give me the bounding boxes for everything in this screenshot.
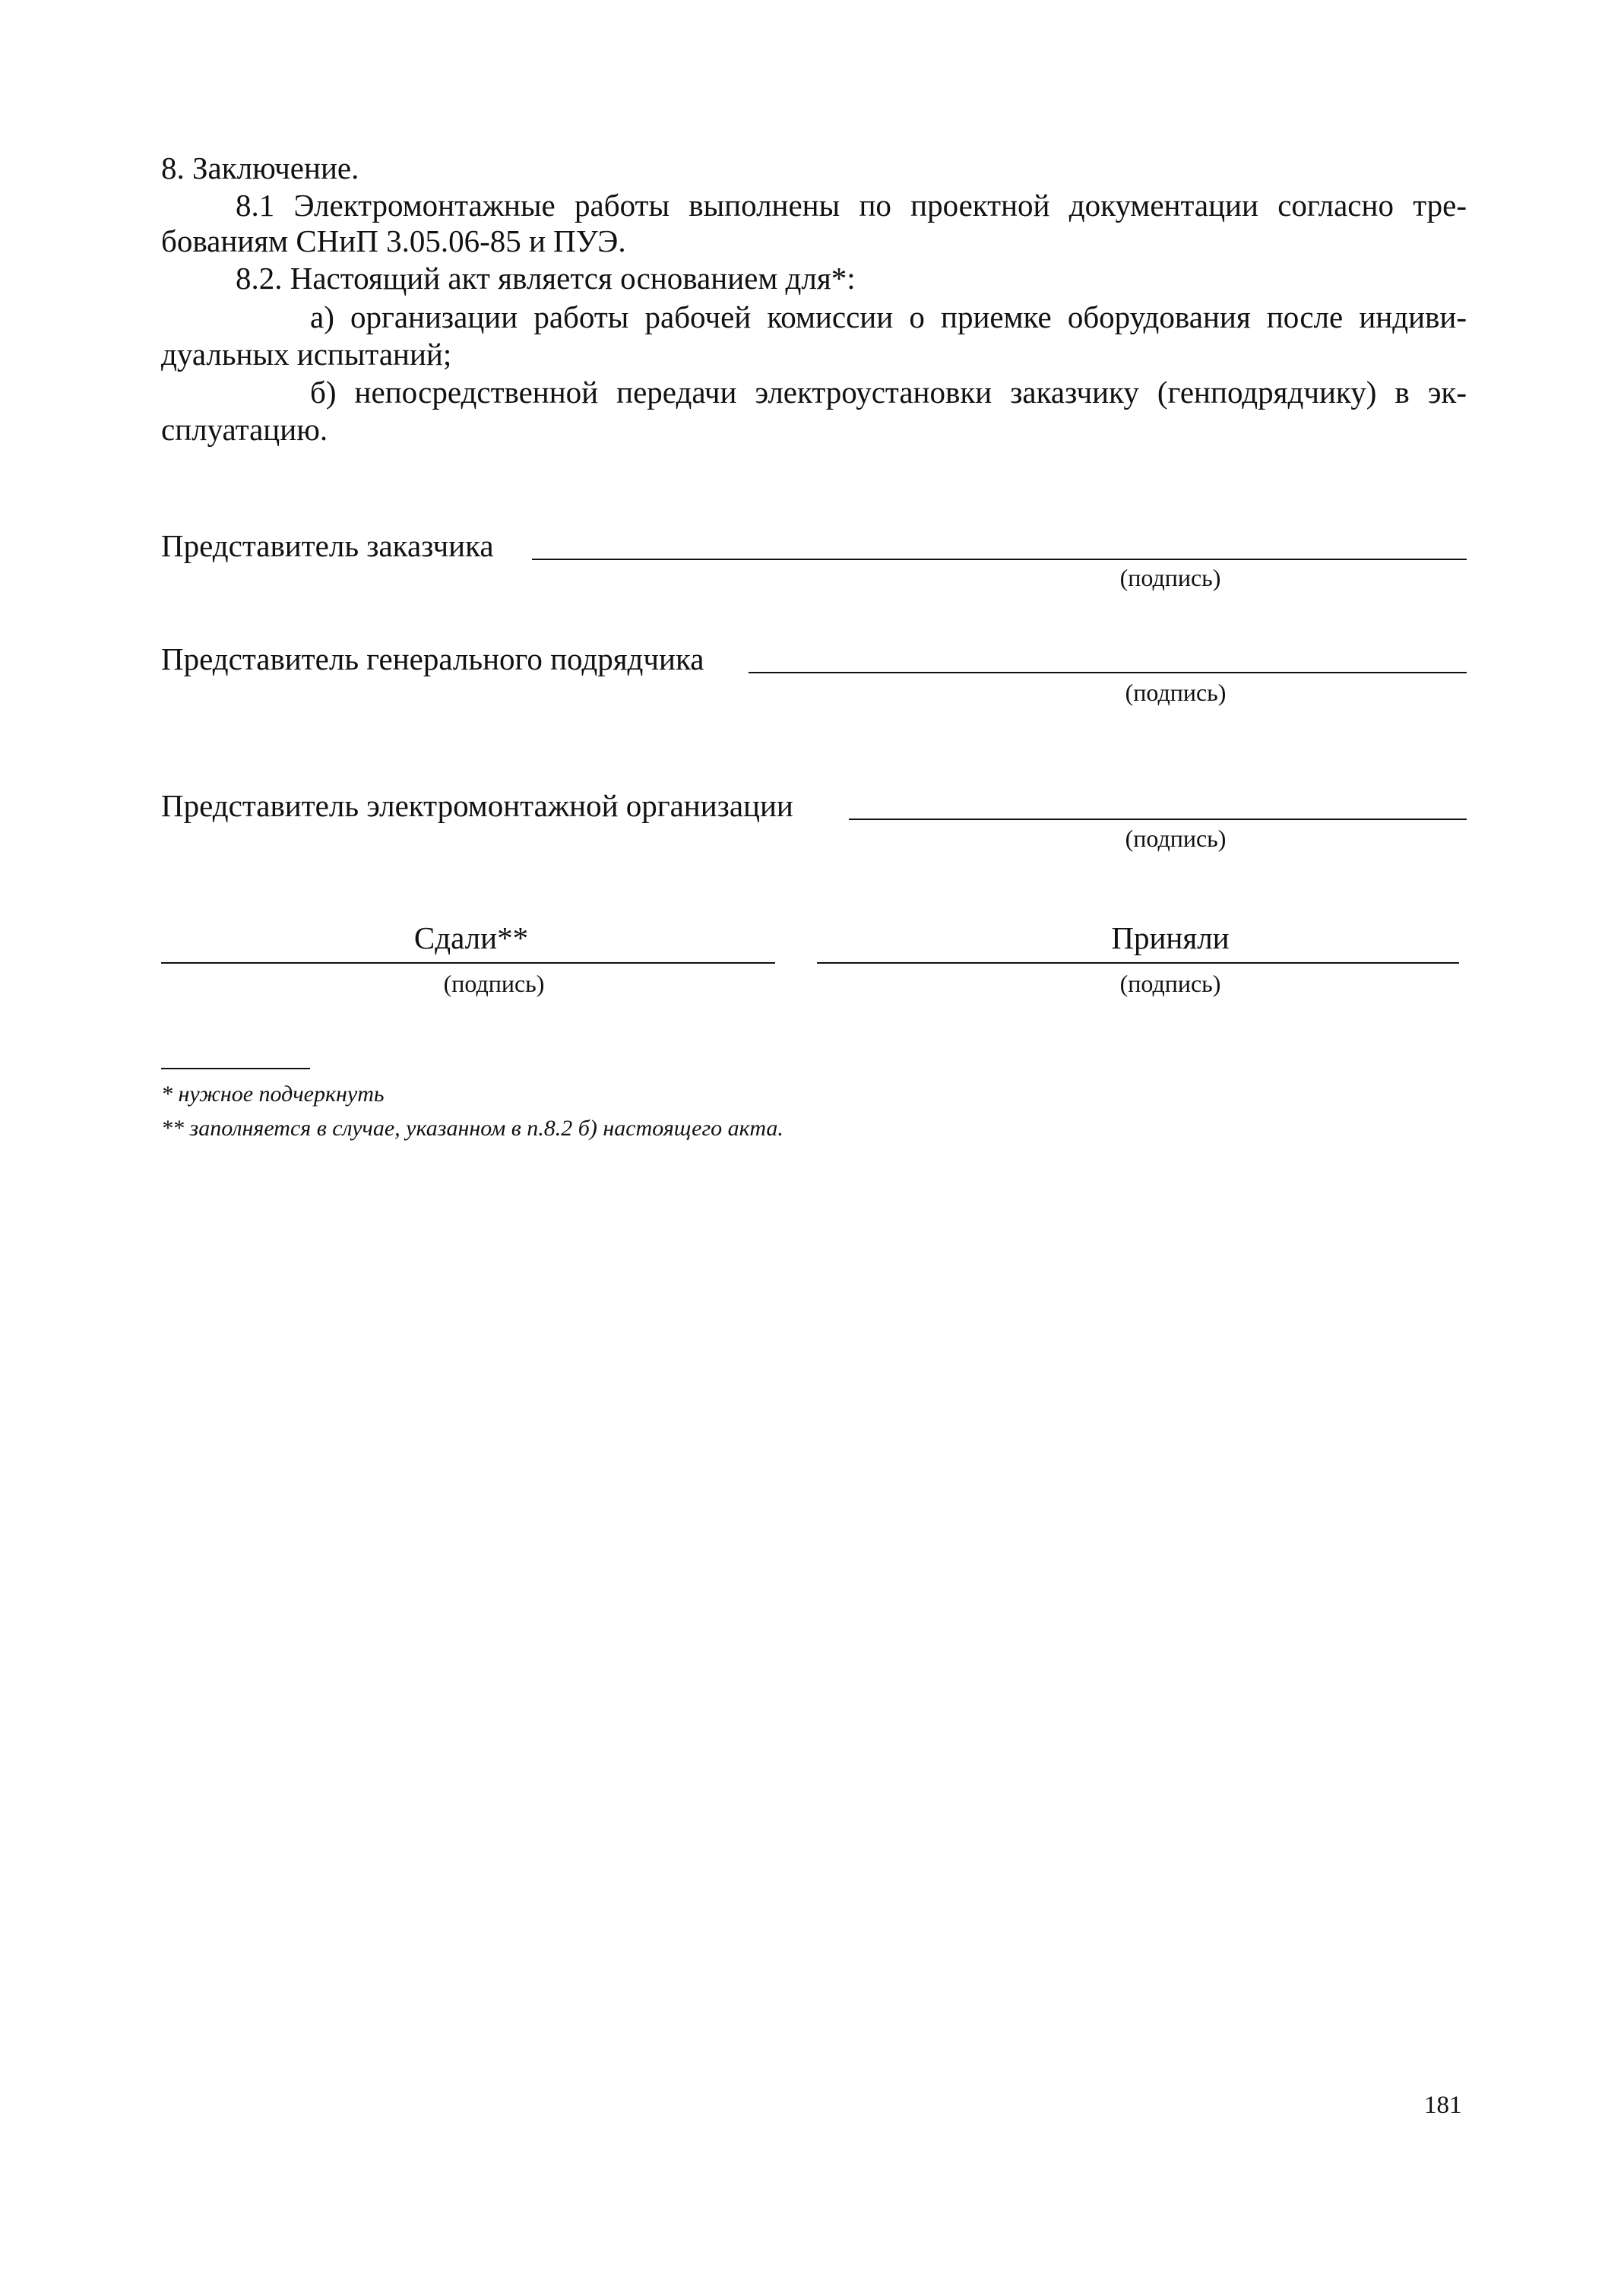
general-contractor-representative-label: Представитель генерального подрядчика: [161, 641, 704, 676]
footnote-separator: [161, 1068, 310, 1069]
accepted-signature-caption: (подпись): [1119, 970, 1221, 997]
customer-representative-label: Представитель заказчика: [161, 528, 494, 563]
paragraph-8-2-intro: 8.2. Настоящий акт является основанием для*:: [236, 261, 856, 296]
electrical-org-representative-label: Представитель электромонтажной организации: [161, 788, 793, 823]
paragraph-8-2-b-line-1: б) непосредственной передачи электроустановки заказчику (генподрядчику) в эк-: [310, 375, 1467, 410]
handed-over-label: Сдали**: [413, 920, 529, 955]
footnote-1: * нужное подчеркнуть: [161, 1081, 385, 1107]
page-number: 181: [1424, 2092, 1462, 2119]
handed-over-signature-line: [161, 962, 775, 964]
paragraph-8-2-a-line-1: а) организации работы рабочей комиссии о приемке оборудования после индиви-: [310, 299, 1467, 334]
general-contractor-signature-caption: (подпись): [1125, 679, 1227, 706]
electrical-org-signature-line: [849, 819, 1467, 820]
section-heading: 8. Заключение.: [161, 150, 359, 185]
customer-signature-caption: (подпись): [1119, 564, 1221, 591]
electrical-org-signature-caption: (подпись): [1125, 825, 1227, 852]
paragraph-8-2-b-line-2: сплуатацию.: [161, 412, 328, 447]
paragraph-8-2-a-line-2: дуальных испытаний;: [161, 337, 452, 372]
paragraph-8-1-line-1: 8.1 Электромонтажные работы выполнены по проектной документации согласно тре-: [236, 188, 1467, 223]
accepted-label: Приняли: [1111, 920, 1230, 955]
general-contractor-signature-line: [749, 672, 1467, 673]
accepted-signature-line: [817, 962, 1459, 964]
handed-over-signature-caption: (подпись): [443, 970, 545, 997]
customer-signature-line: [532, 559, 1467, 560]
footnote-2: ** заполняется в случае, указанном в п.8.2 б) настоящего акта.: [161, 1116, 784, 1141]
paragraph-8-1-line-2: бованиям СНиП 3.05.06-85 и ПУЭ.: [161, 223, 626, 258]
